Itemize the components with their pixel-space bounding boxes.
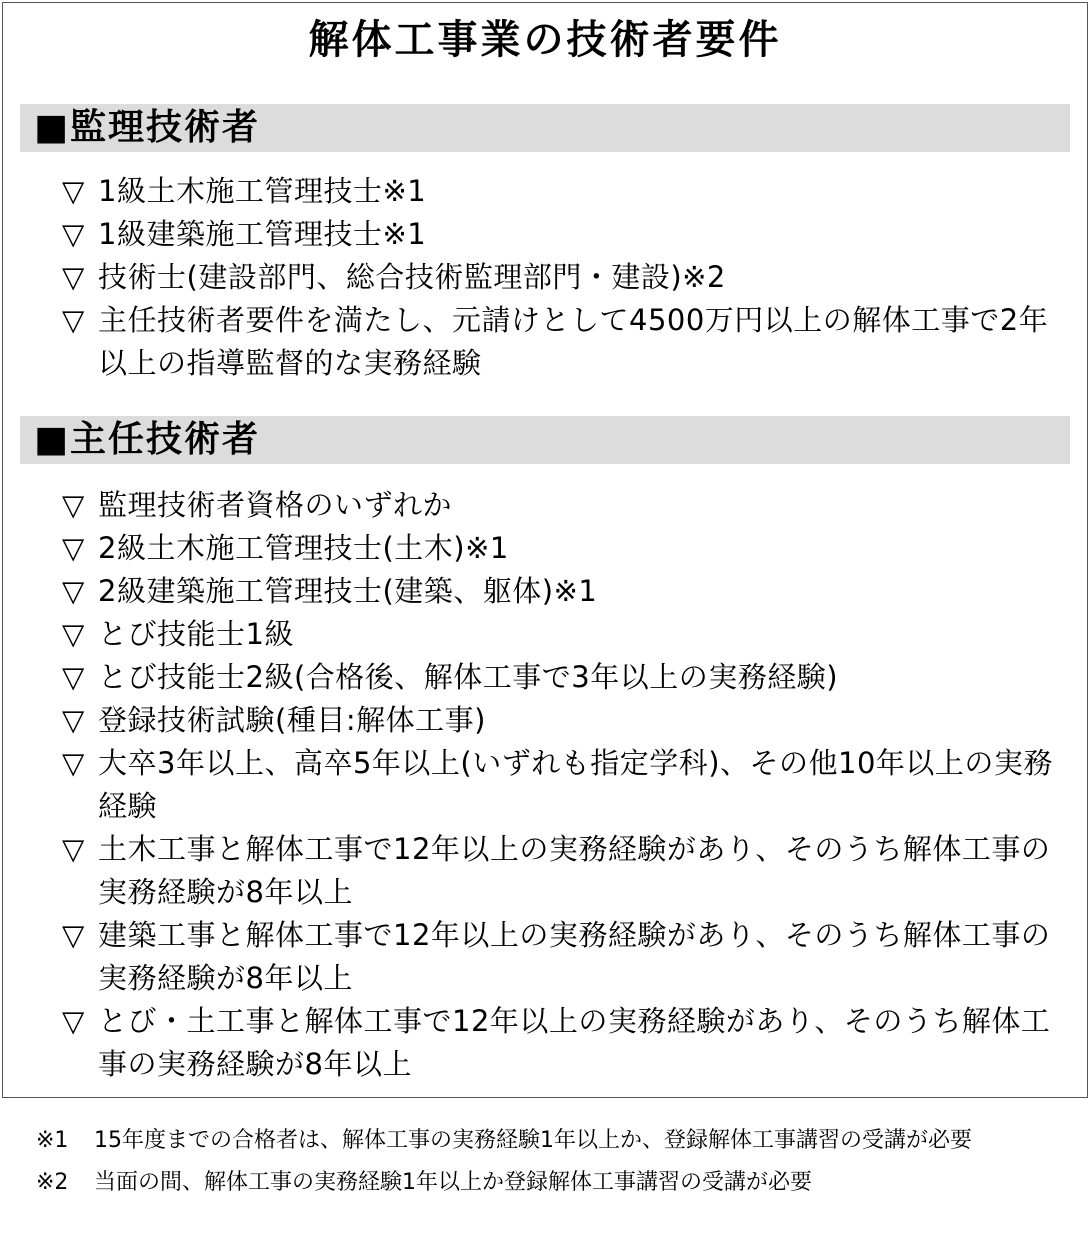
list-item: ▽ 2級土木施工管理技士(土木)※1 xyxy=(62,527,1058,570)
list-item: ▽ とび技能士2級(合格後、解体工事で3年以上の実務経験) xyxy=(62,656,1058,699)
list-item: ▽ とび技能士1級 xyxy=(62,613,1058,656)
list-item: ▽ 主任技術者要件を満たし、元請けとして4500万円以上の解体工事で2年以上の指導監督的な実務経験 xyxy=(62,299,1058,385)
triangle-bullet-icon: ▽ xyxy=(62,746,85,780)
list-item: ▽ 技術士(建設部門、総合技術監理部門・建設)※2 xyxy=(62,256,1058,299)
triangle-bullet-icon: ▽ xyxy=(62,660,85,694)
footnotes xyxy=(36,1122,1056,1206)
triangle-bullet-icon: ▽ xyxy=(62,1004,85,1038)
triangle-bullet-icon: ▽ xyxy=(62,217,85,251)
triangle-bullet-icon: ▽ xyxy=(62,303,85,337)
triangle-bullet-icon: ▽ xyxy=(62,832,85,866)
triangle-bullet-icon: ▽ xyxy=(62,174,85,208)
page-title: 解体工事業の技術者要件 xyxy=(308,17,782,63)
footnote-2: ※2 当面の間、解体工事の実務経験1年以上か登録解体工事講習の受講が必要 xyxy=(36,1170,812,1195)
list-item: ▽ 1級土木施工管理技士※1 xyxy=(62,170,1058,213)
shunin-requirements-list xyxy=(62,484,1058,1086)
triangle-bullet-icon: ▽ xyxy=(62,531,85,565)
list-item: ▽ 建築工事と解体工事で12年以上の実務経験があり、そのうち解体工事の実務経験が8年以上 xyxy=(62,914,1058,1000)
list-item: ▽ 1級建築施工管理技士※1 xyxy=(62,213,1058,256)
triangle-bullet-icon: ▽ xyxy=(62,574,85,608)
footnote-1: ※1 15年度までの合格者は、解体工事の実務経験1年以上か、登録解体工事講習の受講が必要 xyxy=(36,1128,972,1153)
list-item: ▽ 登録技術試験(種目:解体工事) xyxy=(62,699,1058,742)
section-heading-shunin: ■主任技術者 xyxy=(20,416,1070,464)
section-heading-kanri: ■監理技術者 xyxy=(20,104,1070,152)
list-item: ▽ 大卒3年以上、高卒5年以上(いずれも指定学科)、その他10年以上の実務経験 xyxy=(62,742,1058,828)
list-item: ▽ とび・土工事と解体工事で12年以上の実務経験があり、そのうち解体工事の実務経験が8年以上 xyxy=(62,1000,1058,1086)
triangle-bullet-icon: ▽ xyxy=(62,260,85,294)
list-item: ▽ 土木工事と解体工事で12年以上の実務経験があり、そのうち解体工事の実務経験が8年以上 xyxy=(62,828,1058,914)
triangle-bullet-icon: ▽ xyxy=(62,703,85,737)
triangle-bullet-icon: ▽ xyxy=(62,918,85,952)
triangle-bullet-icon: ▽ xyxy=(62,488,85,522)
list-item: ▽ 監理技術者資格のいずれか xyxy=(62,484,1058,527)
list-item: ▽ 2級建築施工管理技士(建築、躯体)※1 xyxy=(62,570,1058,613)
kanri-requirements-list xyxy=(62,170,1058,385)
triangle-bullet-icon: ▽ xyxy=(62,617,85,651)
